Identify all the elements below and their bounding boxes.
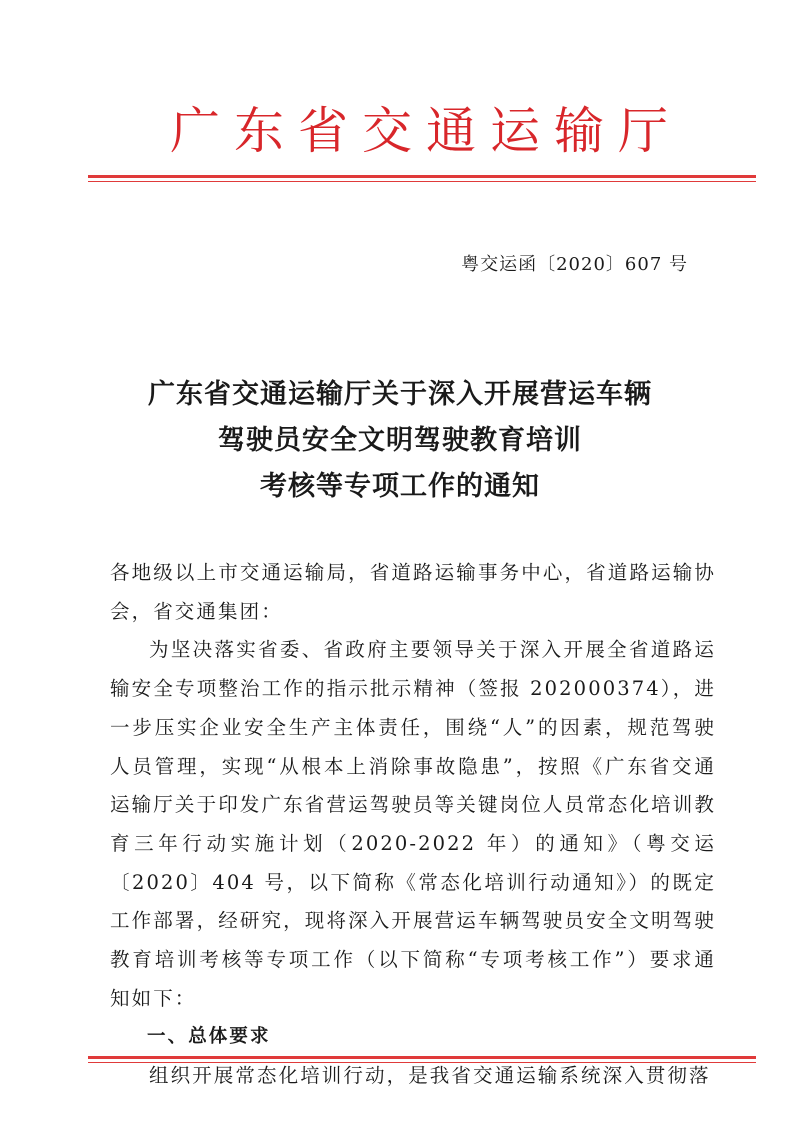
body-paragraph: 组织开展常态化培训行动，是我省交通运输系统深入贯彻落 <box>149 1064 711 1088</box>
title-line: 考核等专项工作的通知 <box>260 471 540 502</box>
document-number: 粤交运函〔2020〕607 号 <box>461 254 688 275</box>
document-title <box>100 372 700 510</box>
footer-red-rule <box>88 1056 756 1063</box>
letterhead-org-name: 广东省交通运输厅 <box>170 102 682 160</box>
title-line: 驾驶员安全文明驾驶教育培训 <box>218 425 582 456</box>
letterhead-red-rule <box>88 175 756 182</box>
body-paragraph: 为坚决落实省委、省政府主要领导关于深入开展全省道路运输安全专项整治工作的指示批示精神（签报 202000374），进一步压实企业安全生产主体责任，围绕“人”的因素，规范驾驶人员管理，实现“从根本上消除事故隐患”，按照《广东省交通运输厅关于印发广东省营运驾驶员等关键岗位人员常态化培训教育三年行动实施计划（2020-2022 年）的通知》（粤交运〔2020〕404 号，以下简称《常态化培训行动通知》）的既定工作部署，经研究，现将深入开展营运车辆驾驶员安全文明驾驶教育培训考核等专项工作（以下简称“专项考核工作”）要求通知如下： <box>110 638 716 1010</box>
title-line: 广东省交通运输厅关于深入开展营运车辆 <box>148 379 652 410</box>
document-body <box>110 554 716 1096</box>
section-heading: 一、总体要求 <box>147 1026 271 1048</box>
addressee: 各地级以上市交通运输局，省道路运输事务中心，省道路运输协会，省交通集团： <box>110 561 716 623</box>
